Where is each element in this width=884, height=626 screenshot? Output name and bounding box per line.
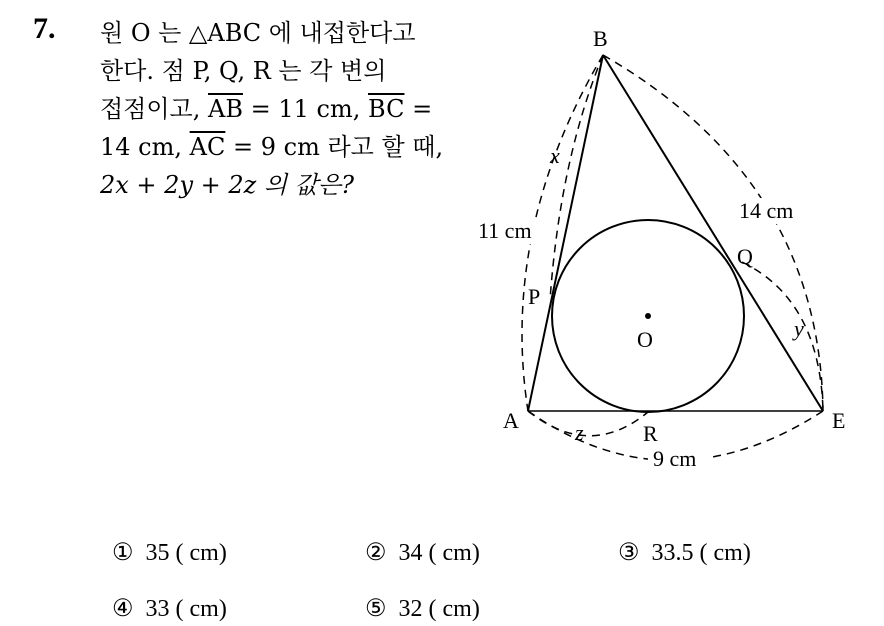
question-number: 7.	[33, 12, 56, 45]
label-q: Q	[737, 244, 753, 269]
choice-5[interactable]	[365, 594, 480, 623]
segment-bc: $\overline{BC}$	[368, 95, 405, 123]
choice-4-mark: ④	[112, 596, 134, 622]
label-x: x	[550, 143, 560, 168]
choice-4[interactable]	[112, 594, 227, 623]
label-len-be: 14 cm	[739, 198, 794, 223]
label-r: R	[643, 421, 658, 446]
question-line-3-text: 접점이고,	[100, 95, 201, 123]
choice-1[interactable]	[112, 538, 227, 567]
choice-1-text: 35 ( cm)	[145, 540, 227, 566]
side-be	[603, 55, 823, 411]
choice-2[interactable]	[365, 538, 480, 567]
label-e: E	[832, 408, 846, 433]
segment-ac: $\overline{AC}$	[189, 133, 226, 161]
label-p: P	[528, 284, 541, 309]
choice-5-mark: ⑤	[365, 596, 387, 622]
label-y: y	[794, 316, 804, 341]
choice-3-mark: ③	[618, 540, 640, 566]
label-z: z	[575, 420, 584, 445]
choice-5-text: 32 ( cm)	[398, 596, 480, 622]
choice-2-mark: ②	[365, 540, 387, 566]
question-line-3	[100, 90, 450, 128]
arc-ar	[528, 411, 648, 436]
segment-bc-eq: =	[412, 95, 433, 123]
question-line-4	[100, 128, 450, 166]
label-len-ae: 9 cm	[653, 446, 697, 471]
label-len-ab: 11 cm	[478, 218, 532, 243]
question-text	[100, 14, 450, 204]
choice-1-mark: ①	[112, 540, 134, 566]
center-point	[645, 313, 651, 319]
label-o: O	[637, 327, 653, 352]
choice-3[interactable]	[618, 538, 751, 567]
choice-2-text: 34 ( cm)	[398, 540, 480, 566]
choice-4-text: 33 ( cm)	[145, 596, 227, 622]
question-line-5: 2x + 2y + 2z 의 값은?	[100, 171, 354, 199]
segment-ab-length: = 11 cm,	[250, 95, 361, 123]
arc-qe	[742, 262, 823, 411]
label-b: B	[593, 26, 608, 51]
segment-ac-length: = 9 cm 라고 할 때,	[232, 133, 444, 161]
label-a: A	[503, 408, 519, 433]
triangle-figure	[470, 15, 870, 485]
choice-3-text: 33.5 ( cm)	[651, 540, 751, 566]
question-line-1: 원 O 는 △ABC 에 내접한다고	[100, 19, 416, 47]
segment-ab: $\overline{AB}$	[208, 95, 243, 123]
question-line-2: 한다. 점 P, Q, R 는 각 변의	[100, 57, 387, 85]
segment-bc-length: 14 cm,	[100, 133, 182, 161]
